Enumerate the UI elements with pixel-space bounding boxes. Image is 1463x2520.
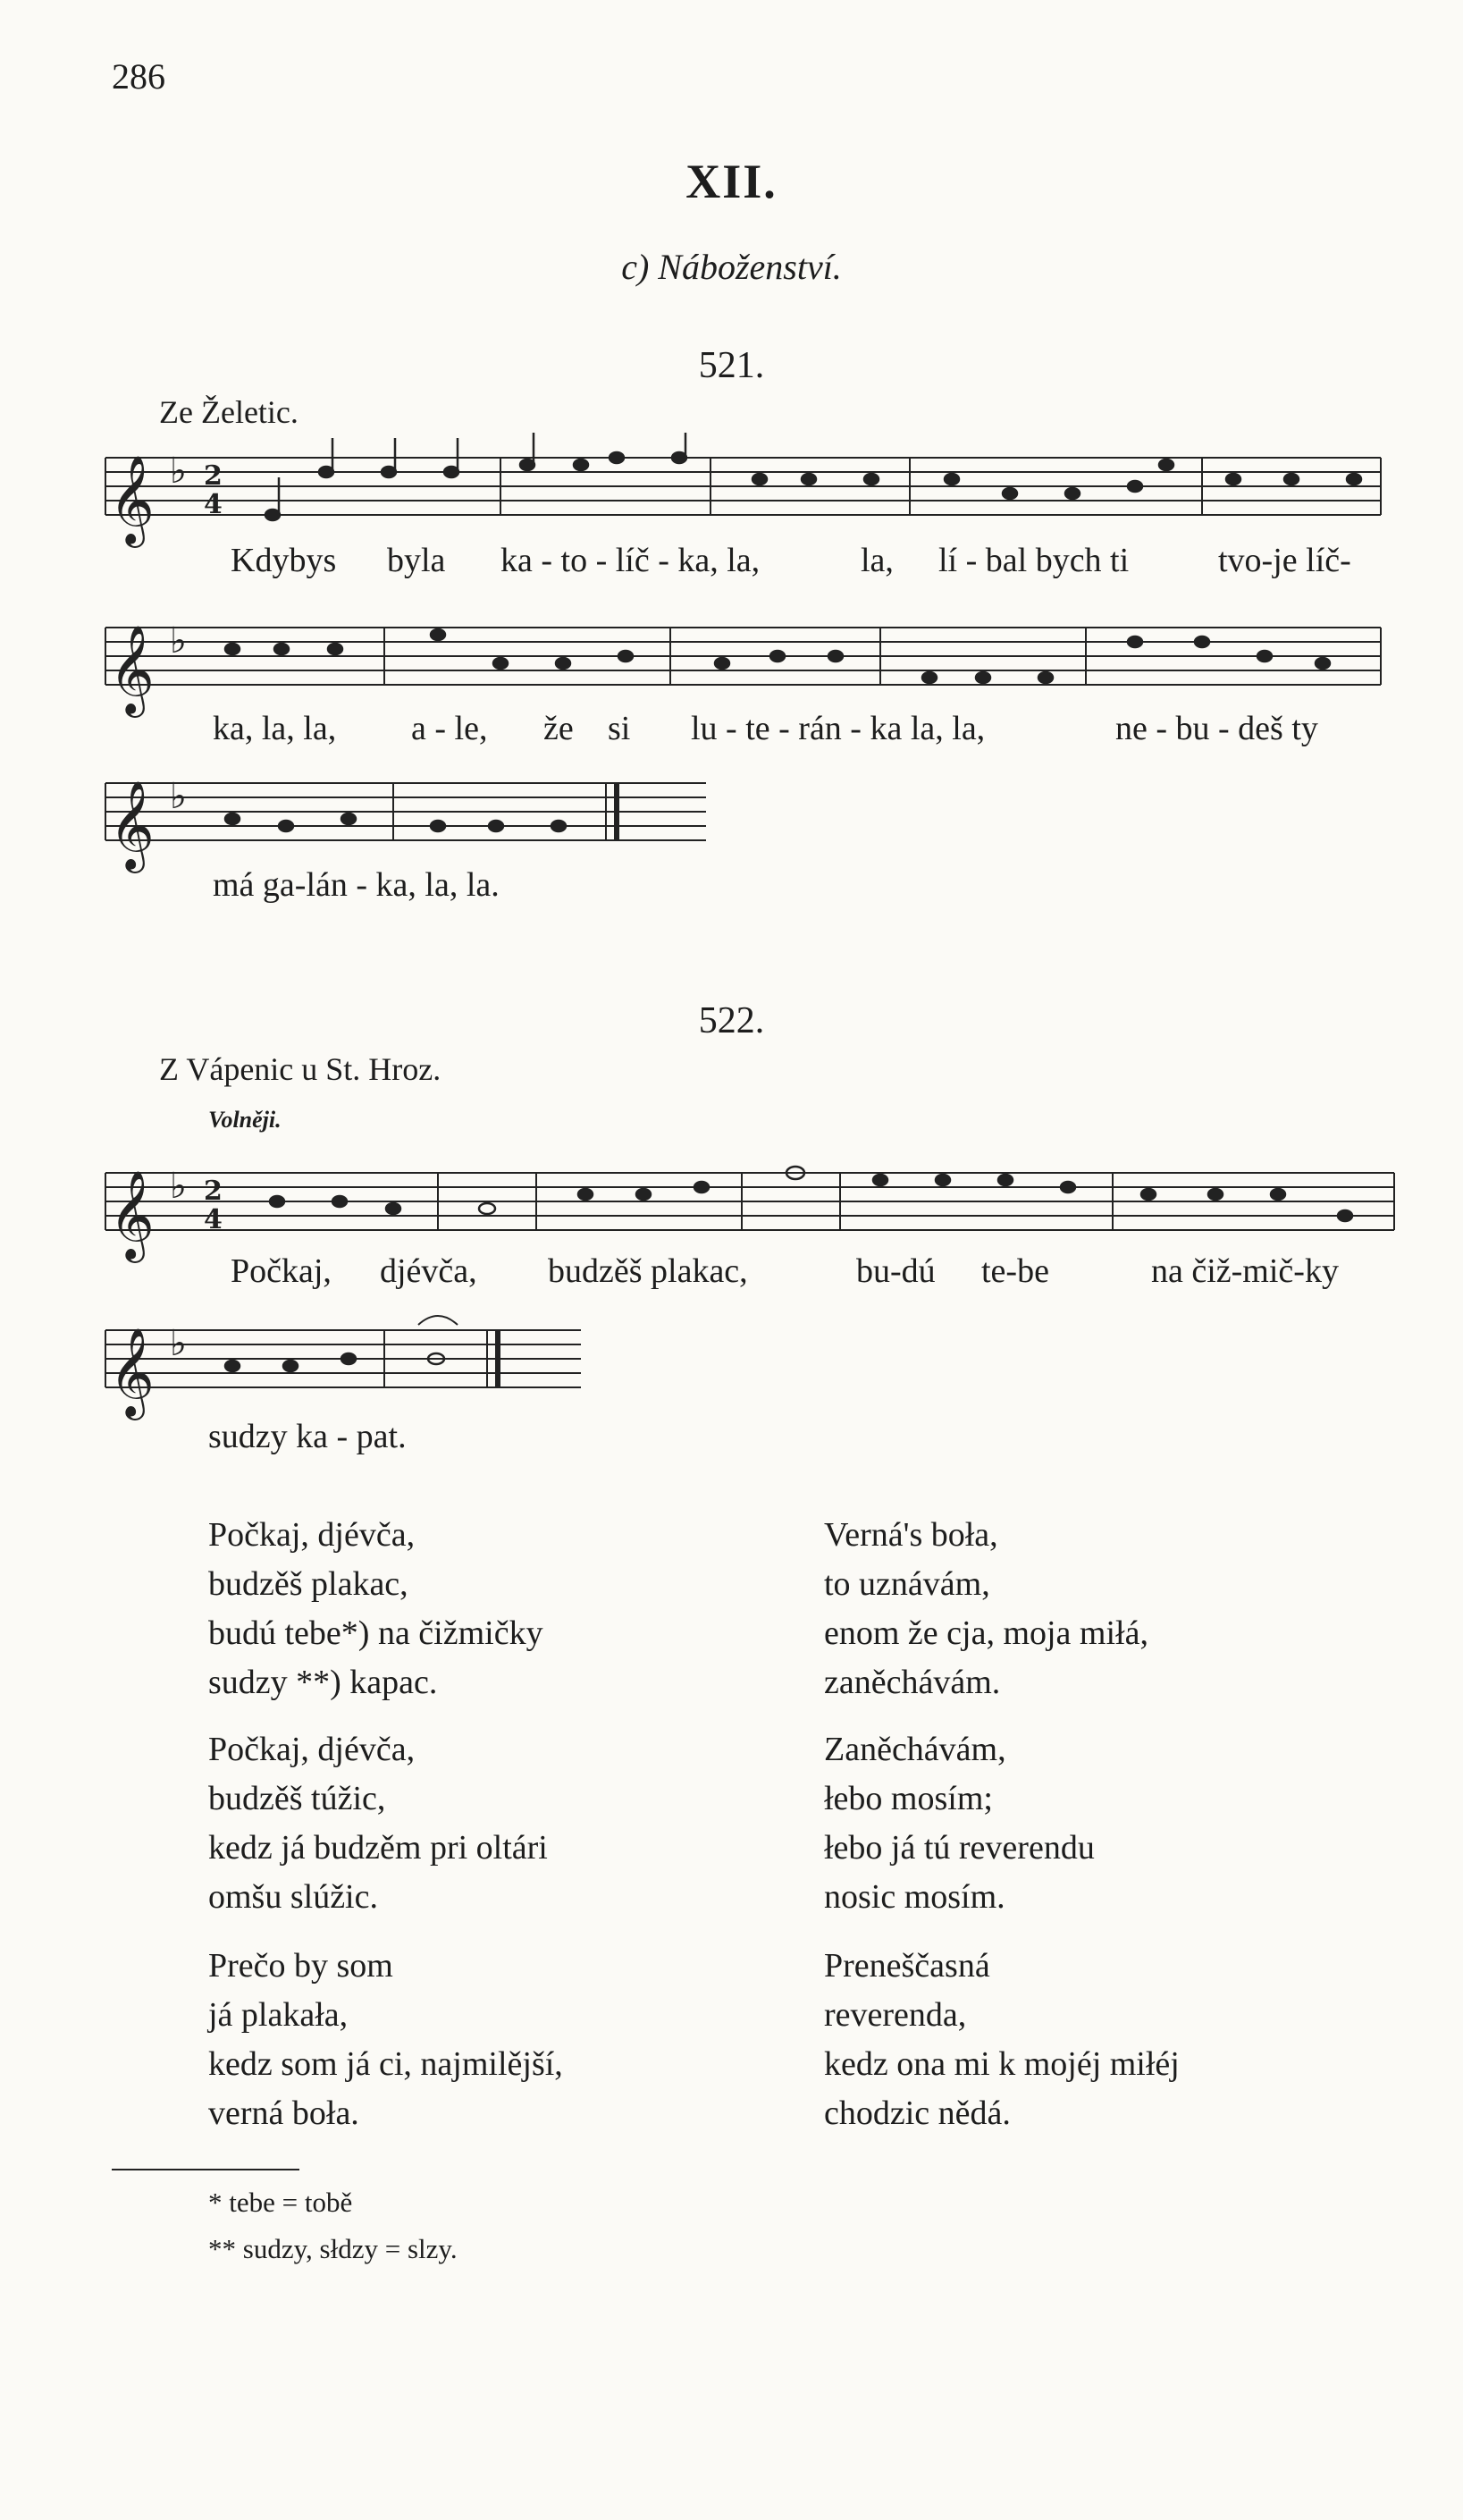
lyric-syllable: ne - bu - deš ty xyxy=(1115,710,1318,747)
lyric-syllable: lí - bal bych ti xyxy=(938,542,1130,579)
verse-left-3 xyxy=(208,1942,563,2138)
verse-line: já plakała, xyxy=(208,1996,349,2034)
svg-text:♭: ♭ xyxy=(170,776,187,817)
verse-left-2 xyxy=(208,1725,548,1922)
verse-line: Prečo by som xyxy=(208,1947,393,1985)
svg-text:♭: ♭ xyxy=(170,1323,187,1364)
verse-line: łebo mosím; xyxy=(824,1780,993,1817)
lyric-syllable: ka - to - líč - ka, la, xyxy=(500,542,761,579)
svg-text:2: 2 xyxy=(204,1176,223,1207)
verse-line: kedz já budzěm pri oltári xyxy=(208,1829,548,1867)
lyric-syllable: Kdybys xyxy=(231,542,337,579)
verse-left-1 xyxy=(208,1511,543,1707)
verse-line: Preneščasná xyxy=(824,1947,990,1985)
lyric-522-line-2: sudzy ka - pat. xyxy=(208,1418,407,1455)
song-origin-521: Ze Želetic. xyxy=(159,394,298,430)
verse-line: budzěš plakac, xyxy=(208,1565,408,1603)
verse-line: reverenda, xyxy=(824,1996,967,2034)
svg-text:4: 4 xyxy=(204,1204,223,1235)
verse-right-1 xyxy=(824,1511,1148,1707)
lyric-syllable: djévča, xyxy=(380,1252,477,1290)
verse-line: chodzic nědá. xyxy=(824,2094,1011,2132)
verse-line: budú tebe*) na čižmičky xyxy=(208,1614,543,1652)
svg-text:♭: ♭ xyxy=(170,1166,187,1207)
verse-line: Verná's boła, xyxy=(824,1516,998,1554)
page-number: 286 xyxy=(112,56,165,97)
verse-right-3 xyxy=(824,1942,1180,2138)
lyric-syllable: si xyxy=(608,710,631,747)
verse-line: kedz ona mi k mojéj miłéj xyxy=(824,2045,1180,2083)
lyric-syllable: ka, la, la, xyxy=(213,710,337,747)
verse-line: kedz som já ci, najmilější, xyxy=(208,2045,563,2083)
lyric-syllable: lu - te - rán - ka la, la, xyxy=(691,710,986,747)
lyric-syllable: te-be xyxy=(981,1252,1049,1290)
svg-text:𝄞: 𝄞 xyxy=(109,1170,155,1260)
svg-text:2: 2 xyxy=(204,460,223,492)
lyric-syllable: tvo-je líč- xyxy=(1218,542,1351,579)
footnote-1: * tebe = tobě xyxy=(208,2187,353,2218)
chapter-heading: XII. xyxy=(685,155,778,208)
footnote-2: ** sudzy, słdzy = slzy. xyxy=(208,2233,458,2264)
lyric-syllable: že xyxy=(543,710,574,747)
verse-line: omšu slúžic. xyxy=(208,1878,378,1916)
verse-line: enom že cja, moja miłá, xyxy=(824,1614,1148,1652)
verse-right-2 xyxy=(824,1725,1095,1922)
song-number-522: 522. xyxy=(698,1000,765,1041)
tempo-marking: Volněji. xyxy=(208,1107,282,1133)
song-number-521: 521. xyxy=(698,345,765,386)
verse-line: Počkaj, djévča, xyxy=(208,1731,416,1768)
svg-text:𝄞: 𝄞 xyxy=(109,455,155,544)
lyric-syllable: bu-dú xyxy=(856,1252,936,1290)
lyric-syllable: a - le, xyxy=(411,710,488,747)
svg-text:𝄞: 𝄞 xyxy=(109,780,155,870)
lyric-syllable: na čiž-mič-ky xyxy=(1151,1252,1339,1290)
svg-text:𝄞: 𝄞 xyxy=(109,625,155,714)
verse-line: zaněchávám. xyxy=(824,1664,1001,1701)
lyric-syllable: budzěš plakac, xyxy=(548,1252,748,1290)
svg-text:𝄞: 𝄞 xyxy=(109,1327,155,1417)
verse-line: verná boła. xyxy=(208,2094,359,2132)
svg-text:4: 4 xyxy=(204,489,223,520)
verse-line: sudzy **) kapac. xyxy=(208,1664,438,1701)
lyric-syllable: Počkaj, xyxy=(231,1252,332,1290)
section-heading: c) Náboženství. xyxy=(621,247,842,287)
lyric-syllable: la, xyxy=(861,542,894,579)
svg-text:♭: ♭ xyxy=(170,620,187,662)
verse-line: nosic mosím. xyxy=(824,1878,1005,1916)
song-origin-522: Z Vápenic u St. Hroz. xyxy=(159,1051,441,1087)
verse-line: to uznávám, xyxy=(824,1565,990,1603)
svg-text:♭: ♭ xyxy=(170,451,187,492)
lyric-syllable: byla xyxy=(387,542,446,579)
verse-line: łebo já tú reverendu xyxy=(824,1829,1095,1867)
footnote-rule xyxy=(112,2169,299,2170)
lyric-521-line-3: má ga-lán - ka, la, la. xyxy=(213,866,500,904)
verse-line: Počkaj, djévča, xyxy=(208,1516,416,1554)
verse-line: budzěš túžic, xyxy=(208,1780,386,1817)
verse-line: Zaněchávám, xyxy=(824,1731,1006,1768)
